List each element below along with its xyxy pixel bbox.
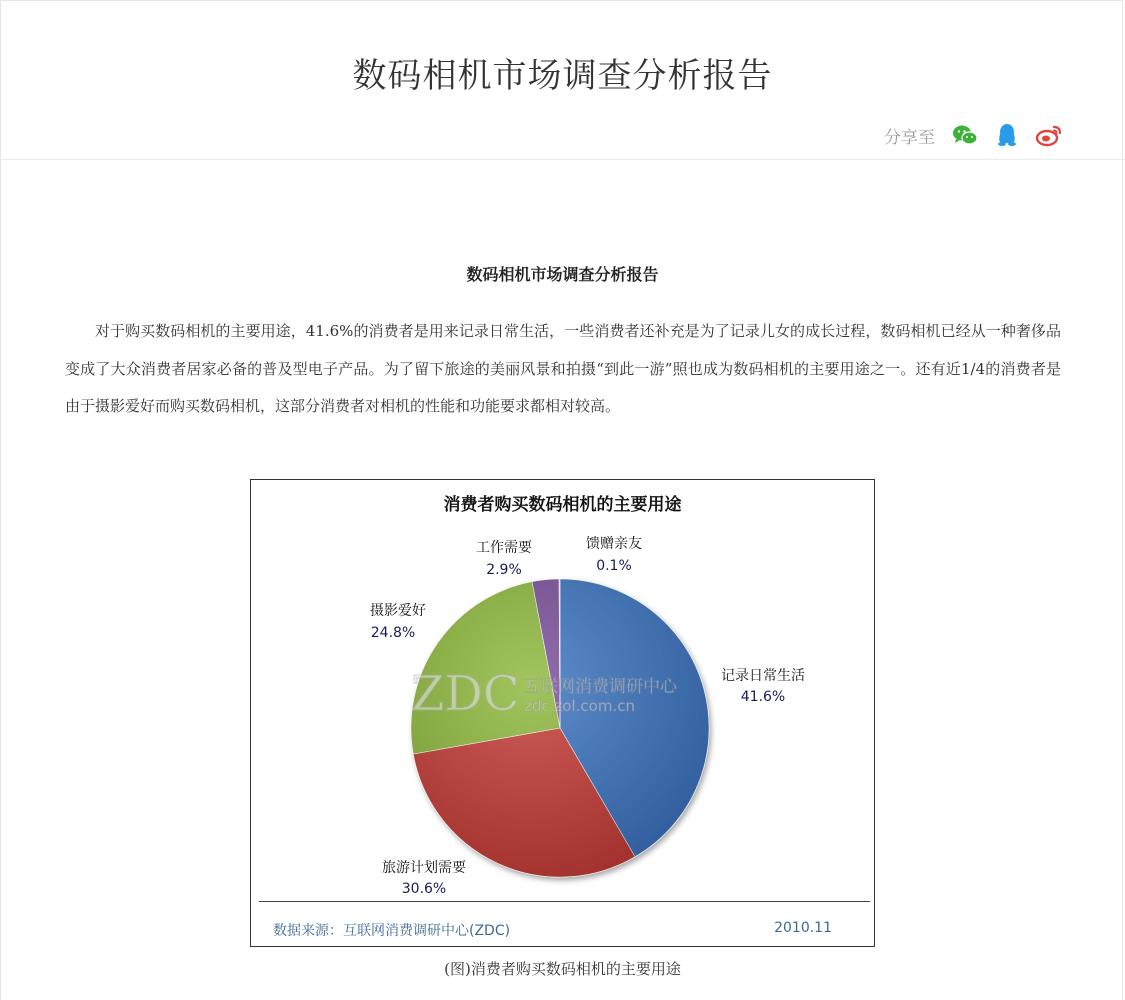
slice-value-label: 24.8% <box>370 625 416 641</box>
slice-value-label: 2.9% <box>486 562 522 578</box>
slice-label: 记录日常生活 <box>721 668 805 684</box>
watermark-url: zdc.zol.com.cn <box>524 697 635 715</box>
slice-value-label: 30.6% <box>401 881 447 897</box>
chart-divider <box>259 901 870 902</box>
slice-value-label: 0.1% <box>596 558 632 574</box>
qq-icon[interactable] <box>993 121 1021 149</box>
chart-date: 2010.11 <box>774 920 832 936</box>
watermark-name: 互联网消费调研中心 <box>524 677 677 697</box>
article-paragraph: 对于购买数码相机的主要用途，41.6%的消费者是用来记录日常生活，一些消费者还补充是为了记录儿女的成长过程，数码相机已经从一种奢侈品变成了大众消费者居家必备的普及型电子产品。为了留下旅途的美丽风景和拍摄“到此一游”照也成为数码相机的主要用途之一。还有近1/4的消费者是由于摄影爱好而购买数码相机，这部分消费者对相机的性能和功能要求都相对较高。 <box>65 322 1061 415</box>
share-label: 分享至 <box>884 127 935 148</box>
chart-source: 数据来源：互联网消费调研中心(ZDC) <box>273 923 511 939</box>
slice-value-label: 41.6% <box>740 689 786 705</box>
page-header <box>0 0 1125 160</box>
slice-label: 馈赠亲友 <box>586 536 642 552</box>
pie-chart <box>251 480 874 946</box>
page-title: 数码相机市场调查分析报告 <box>352 56 773 96</box>
article-title: 数码相机市场调查分析报告 <box>466 265 659 284</box>
slice-label: 工作需要 <box>476 540 532 556</box>
chart-title: 消费者购买数码相机的主要用途 <box>443 495 682 515</box>
pie-gloss <box>411 579 709 877</box>
weibo-icon[interactable] <box>1035 121 1063 149</box>
chart-container <box>250 479 875 947</box>
slice-label: 旅游计划需要 <box>382 860 466 876</box>
wechat-icon[interactable] <box>951 121 979 149</box>
watermark-brand: ZDC <box>411 666 520 722</box>
share-bar <box>884 119 1063 151</box>
slice-label: 摄影爱好 <box>370 603 426 619</box>
figure-caption: (图)消费者购买数码相机的主要用途 <box>444 960 681 978</box>
